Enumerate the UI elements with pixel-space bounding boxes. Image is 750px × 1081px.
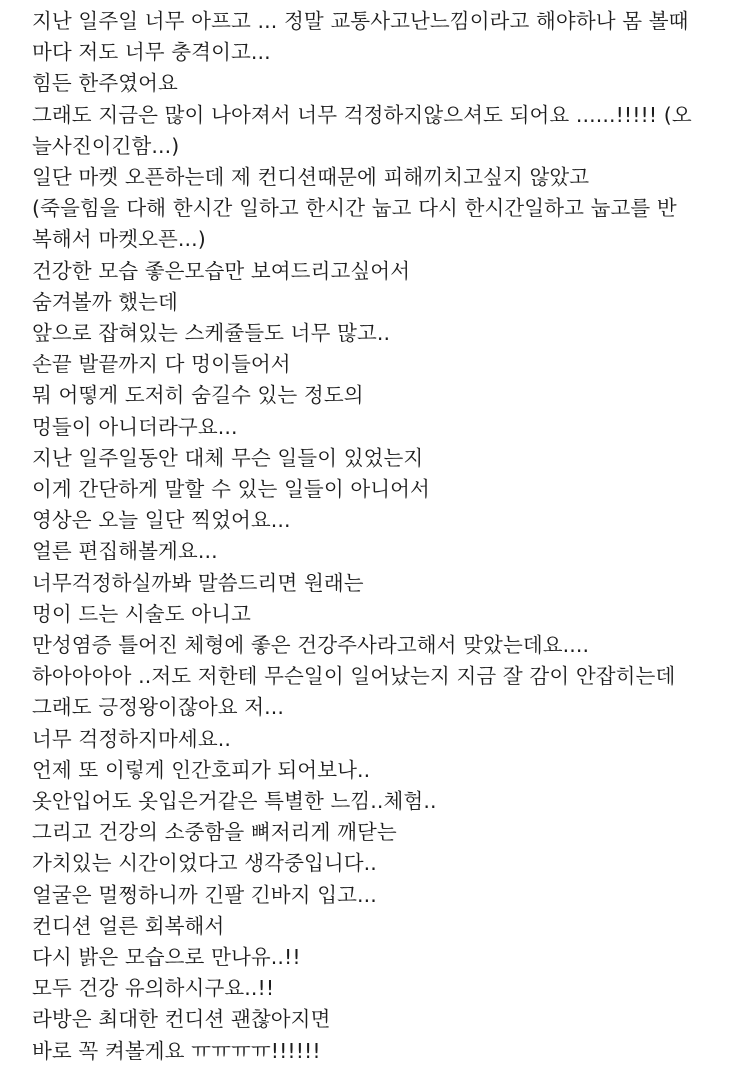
post-text-line: 복해서 마켓오픈...) (32, 227, 206, 252)
post-text-line: 지난 일주일 너무 아프고 ... 정말 교통사고난느낌이라고 해야하나 몸 볼때 (32, 9, 689, 33)
post-text-line: 숨겨볼까 했는데 (32, 289, 178, 314)
post-text-line: 만성염증 틀어진 체형에 좋은 건강주사라고해서 맞았는데요.... (32, 633, 590, 657)
post-text-line: 힘든 한주였어요 (32, 71, 178, 96)
post-text-line: 마다 저도 너무 충격이고... (32, 40, 271, 65)
post-text-line: 라방은 최대한 컨디션 괜찮아지면 (32, 1007, 331, 1032)
post-text-line: 지난 일주일동안 대체 무슨 일들이 있었는지 (32, 445, 424, 470)
post-text-line: 얼른 편집해볼게요... (32, 539, 218, 564)
post-text-line: 모두 건강 유의하시구요..!! (32, 976, 275, 1001)
post-text-line: 멍들이 아니더라구요... (32, 414, 238, 439)
post-text-line: 얼굴은 멀쩡하니까 긴팔 긴바지 입고... (32, 882, 377, 907)
post-text-line: 뭐 어떻게 도저히 숨길수 있는 정도의 (32, 383, 364, 408)
post-text-line: 앞으로 잡혀있는 스케쥴들도 너무 많고.. (32, 321, 391, 345)
post-text-line: 다시 밝은 모습으로 만나유..!! (32, 945, 301, 969)
post-text-line: 너무걱정하실까봐 말씀드리면 원래는 (32, 570, 364, 595)
post-text-line: 언제 또 이렇게 인간호피가 되어보나.. (32, 757, 371, 782)
post-text-line: 컨디션 얼른 회복해서 (32, 913, 225, 938)
post-text-line: 그리고 건강의 소중함을 뼈저리게 깨닫는 (32, 820, 397, 845)
post-text-line: 멍이 드는 시술도 아니고 (32, 601, 251, 626)
post-text-line: 그래도 긍정왕이잖아요 저... (32, 695, 285, 720)
post-text-line: 손끝 발끝까지 다 멍이들어서 (32, 352, 291, 377)
post-text-line: 영상은 오늘 일단 찍었어요... (32, 508, 291, 533)
post-text-line: 하아아아아 ..저도 저한테 무슨일이 일어났는지 지금 잘 감이 안잡히는데 (32, 664, 676, 689)
post-text-line: 가치있는 시간이었다고 생각중입니다.. (32, 851, 377, 876)
post-text-line: 늘사진이긴함...) (32, 133, 180, 158)
post-text-line: 일단 마켓 오픈하는데 제 컨디션때문에 피해끼치고싶지 않았고 (32, 165, 590, 189)
post-text-line: 그래도 지금은 많이 나아져서 너무 걱정하지않으셔도 되어요 ......!!!!! (오 (32, 102, 692, 127)
post-text-line: 건강한 모습 좋은모습만 보여드리고싶어서 (32, 258, 411, 283)
post-text-line: 이게 간단하게 말할 수 있는 일들이 아니어서 (32, 477, 430, 501)
post-text-line: 바로 꼭 켜볼게요 ㅠㅠㅠㅠ!!!!!! (32, 1038, 321, 1063)
post-text-line: 너무 걱정하지마세요.. (32, 726, 231, 751)
post-text-line: (죽을힘을 다해 한시간 일하고 한시간 눕고 다시 한시간일하고 눕고를 반 (32, 196, 677, 221)
post-text-line: 옷안입어도 옷입은거같은 특별한 느낌..체험.. (32, 789, 437, 813)
